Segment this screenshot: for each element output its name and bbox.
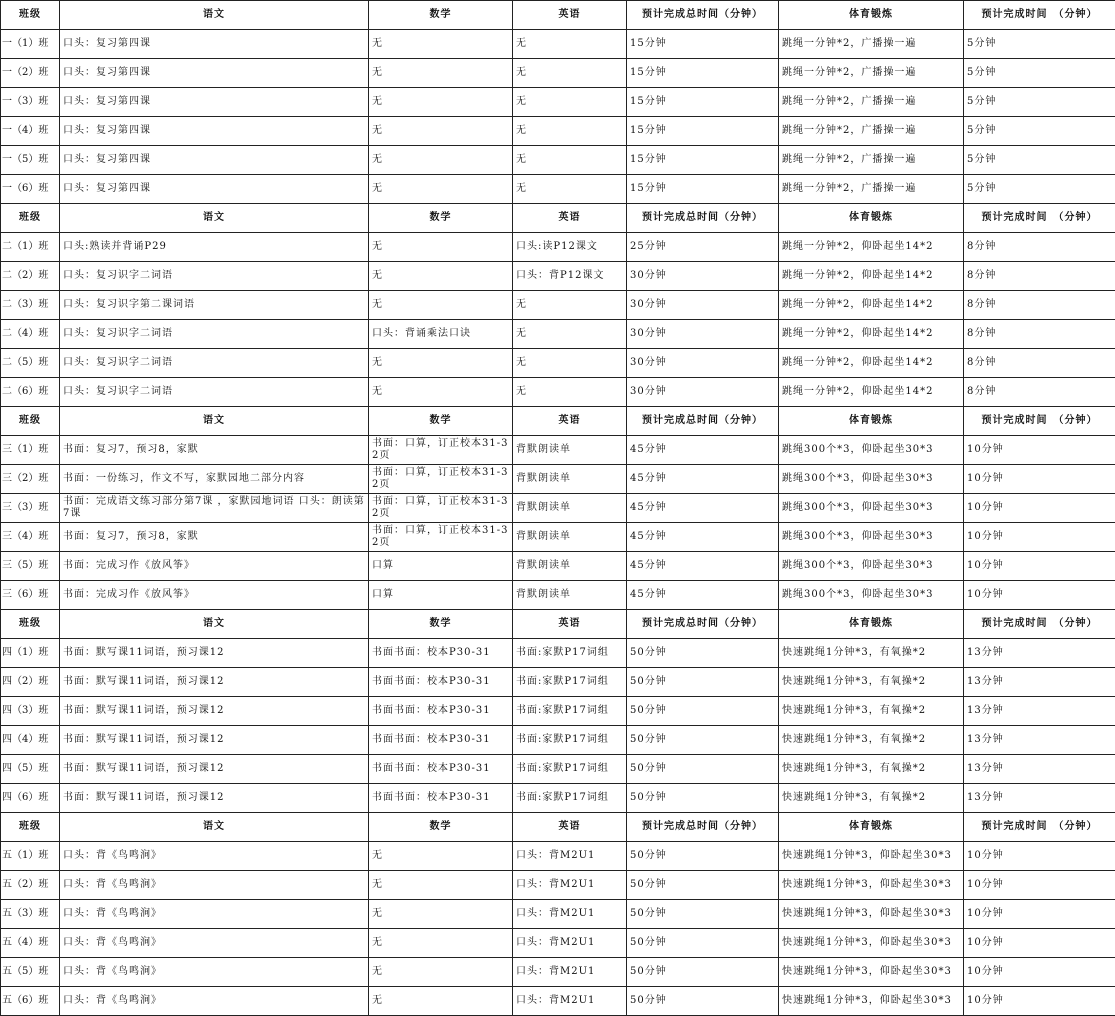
cell-chinese: 口头：复习识字二词语 — [60, 262, 369, 291]
column-header-total-time: 预计完成总时间（分钟） — [627, 610, 779, 639]
cell-class: 三（3）班 — [1, 494, 60, 523]
cell-exercise-time: 8分钟 — [964, 320, 1115, 349]
column-header-math: 数学 — [369, 813, 513, 842]
cell-chinese: 口头：背《鸟鸣涧》 — [60, 987, 369, 1016]
cell-total-time: 15分钟 — [627, 146, 779, 175]
cell-chinese: 口头：复习识字二词语 — [60, 349, 369, 378]
cell-exercise: 快速跳绳1分钟*3，有氧操*2 — [779, 726, 964, 755]
cell-exercise-time: 8分钟 — [964, 262, 1115, 291]
cell-exercise: 跳绳300个*3，仰卧起坐30*3 — [779, 436, 964, 465]
cell-total-time: 30分钟 — [627, 262, 779, 291]
table-row — [1, 900, 1115, 929]
cell-math: 书面：口算，订正校本31-32页 — [369, 436, 513, 465]
cell-math: 无 — [369, 842, 513, 871]
column-header-class: 班级 — [1, 1, 60, 30]
table-row — [1, 436, 1115, 465]
cell-exercise-time: 10分钟 — [964, 436, 1115, 465]
cell-chinese: 书面：复习7，预习8，家默 — [60, 523, 369, 552]
cell-math: 无 — [369, 117, 513, 146]
column-header-english: 英语 — [513, 407, 627, 436]
cell-english: 无 — [513, 59, 627, 88]
cell-chinese: 口头：复习第四课 — [60, 59, 369, 88]
cell-class: 五（3）班 — [1, 900, 60, 929]
table-body — [1, 1, 1115, 1016]
table-row — [1, 291, 1115, 320]
cell-english: 无 — [513, 146, 627, 175]
cell-exercise: 跳绳300个*3，仰卧起坐30*3 — [779, 552, 964, 581]
cell-english: 书面:家默P17词组 — [513, 784, 627, 813]
column-header-exercise-time: 预计完成时间 （分钟） — [964, 610, 1115, 639]
column-header-math: 数学 — [369, 1, 513, 30]
table-row — [1, 552, 1115, 581]
cell-math: 书面书面：校本P30-31 — [369, 726, 513, 755]
cell-english: 无 — [513, 88, 627, 117]
table-row — [1, 59, 1115, 88]
table-row — [1, 842, 1115, 871]
cell-english: 书面:家默P17词组 — [513, 755, 627, 784]
cell-english: 无 — [513, 117, 627, 146]
cell-chinese: 书面：默写课11词语，预习课12 — [60, 639, 369, 668]
cell-exercise: 快速跳绳1分钟*3，仰卧起坐30*3 — [779, 871, 964, 900]
cell-total-time: 45分钟 — [627, 523, 779, 552]
cell-exercise-time: 5分钟 — [964, 146, 1115, 175]
cell-math: 书面书面：校本P30-31 — [369, 784, 513, 813]
cell-total-time: 50分钟 — [627, 755, 779, 784]
table-row — [1, 784, 1115, 813]
cell-exercise: 跳绳一分钟*2，广播操一遍 — [779, 30, 964, 59]
cell-total-time: 45分钟 — [627, 436, 779, 465]
cell-exercise-time: 8分钟 — [964, 349, 1115, 378]
cell-math: 书面书面：校本P30-31 — [369, 639, 513, 668]
cell-class: 四（6）班 — [1, 784, 60, 813]
cell-math: 书面：口算，订正校本31-32页 — [369, 523, 513, 552]
cell-english: 背默朗读单 — [513, 581, 627, 610]
cell-exercise: 跳绳300个*3，仰卧起坐30*3 — [779, 523, 964, 552]
cell-exercise: 跳绳一分钟*2，仰卧起坐14*2 — [779, 320, 964, 349]
column-header-exercise: 体育锻炼 — [779, 610, 964, 639]
table-row — [1, 88, 1115, 117]
cell-exercise-time: 8分钟 — [964, 291, 1115, 320]
cell-exercise: 快速跳绳1分钟*3，仰卧起坐30*3 — [779, 929, 964, 958]
cell-chinese: 口头：复习识字第二课词语 — [60, 291, 369, 320]
cell-exercise: 快速跳绳1分钟*3，仰卧起坐30*3 — [779, 958, 964, 987]
cell-english: 无 — [513, 378, 627, 407]
cell-exercise: 快速跳绳1分钟*3，有氧操*2 — [779, 639, 964, 668]
cell-chinese: 口头：背《鸟鸣涧》 — [60, 958, 369, 987]
column-header-chinese: 语文 — [60, 407, 369, 436]
column-header-total-time: 预计完成总时间（分钟） — [627, 813, 779, 842]
cell-english: 口头：背M2U1 — [513, 871, 627, 900]
table-row — [1, 30, 1115, 59]
header-row — [1, 204, 1115, 233]
cell-math: 无 — [369, 59, 513, 88]
cell-class: 一（6）班 — [1, 175, 60, 204]
header-row — [1, 407, 1115, 436]
cell-chinese: 书面：默写课11词语，预习课12 — [60, 668, 369, 697]
cell-exercise: 快速跳绳1分钟*3，仰卧起坐30*3 — [779, 987, 964, 1016]
cell-class: 一（5）班 — [1, 146, 60, 175]
cell-exercise-time: 10分钟 — [964, 465, 1115, 494]
cell-english: 口头:读P12课文 — [513, 233, 627, 262]
cell-math: 无 — [369, 929, 513, 958]
cell-class: 三（6）班 — [1, 581, 60, 610]
cell-class: 四（3）班 — [1, 697, 60, 726]
cell-chinese: 口头：背《鸟鸣涧》 — [60, 929, 369, 958]
column-header-exercise: 体育锻炼 — [779, 1, 964, 30]
cell-math: 无 — [369, 262, 513, 291]
cell-exercise: 跳绳一分钟*2，广播操一遍 — [779, 59, 964, 88]
cell-class: 四（1）班 — [1, 639, 60, 668]
cell-exercise-time: 13分钟 — [964, 697, 1115, 726]
column-header-math: 数学 — [369, 204, 513, 233]
cell-exercise: 跳绳一分钟*2，仰卧起坐14*2 — [779, 233, 964, 262]
cell-total-time: 45分钟 — [627, 494, 779, 523]
cell-total-time: 30分钟 — [627, 291, 779, 320]
column-header-chinese: 语文 — [60, 610, 369, 639]
header-row — [1, 813, 1115, 842]
column-header-class: 班级 — [1, 204, 60, 233]
cell-exercise: 快速跳绳1分钟*3，有氧操*2 — [779, 697, 964, 726]
cell-total-time: 45分钟 — [627, 552, 779, 581]
cell-english: 背默朗读单 — [513, 494, 627, 523]
cell-english: 口头：背M2U1 — [513, 958, 627, 987]
table-row — [1, 320, 1115, 349]
cell-english: 背默朗读单 — [513, 552, 627, 581]
cell-total-time: 50分钟 — [627, 871, 779, 900]
cell-class: 五（1）班 — [1, 842, 60, 871]
cell-chinese: 口头:熟读并背诵P29 — [60, 233, 369, 262]
cell-total-time: 50分钟 — [627, 668, 779, 697]
cell-chinese: 口头：复习识字二词语 — [60, 320, 369, 349]
column-header-exercise-time: 预计完成时间 （分钟） — [964, 204, 1115, 233]
cell-exercise: 跳绳一分钟*2，广播操一遍 — [779, 117, 964, 146]
column-header-math: 数学 — [369, 407, 513, 436]
cell-english: 无 — [513, 291, 627, 320]
header-row — [1, 610, 1115, 639]
table-row — [1, 523, 1115, 552]
cell-exercise-time: 8分钟 — [964, 233, 1115, 262]
cell-class: 二（5）班 — [1, 349, 60, 378]
cell-class: 一（4）班 — [1, 117, 60, 146]
cell-total-time: 30分钟 — [627, 320, 779, 349]
cell-class: 三（2）班 — [1, 465, 60, 494]
table-row — [1, 987, 1115, 1016]
cell-class: 四（2）班 — [1, 668, 60, 697]
column-header-exercise-time: 预计完成时间 （分钟） — [964, 1, 1115, 30]
cell-total-time: 50分钟 — [627, 726, 779, 755]
cell-exercise: 快速跳绳1分钟*3，有氧操*2 — [779, 755, 964, 784]
cell-exercise-time: 8分钟 — [964, 378, 1115, 407]
column-header-exercise-time: 预计完成时间 （分钟） — [964, 813, 1115, 842]
table-row — [1, 378, 1115, 407]
cell-total-time: 15分钟 — [627, 30, 779, 59]
cell-chinese: 口头：复习识字二词语 — [60, 378, 369, 407]
cell-english: 口头：背P12课文 — [513, 262, 627, 291]
cell-exercise-time: 10分钟 — [964, 958, 1115, 987]
cell-class: 二（2）班 — [1, 262, 60, 291]
cell-english: 口头：背M2U1 — [513, 900, 627, 929]
cell-exercise-time: 5分钟 — [964, 59, 1115, 88]
cell-english: 书面:家默P17词组 — [513, 726, 627, 755]
cell-math: 无 — [369, 233, 513, 262]
cell-exercise-time: 13分钟 — [964, 726, 1115, 755]
cell-english: 无 — [513, 175, 627, 204]
cell-exercise-time: 13分钟 — [964, 668, 1115, 697]
cell-chinese: 口头：复习第四课 — [60, 88, 369, 117]
cell-math: 无 — [369, 987, 513, 1016]
cell-chinese: 口头：复习第四课 — [60, 146, 369, 175]
column-header-english: 英语 — [513, 1, 627, 30]
cell-exercise-time: 5分钟 — [964, 175, 1115, 204]
cell-math: 口算 — [369, 581, 513, 610]
cell-chinese: 书面：默写课11词语，预习课12 — [60, 784, 369, 813]
table-row — [1, 755, 1115, 784]
table-row — [1, 175, 1115, 204]
cell-class: 五（2）班 — [1, 871, 60, 900]
cell-exercise: 跳绳300个*3，仰卧起坐30*3 — [779, 494, 964, 523]
cell-math: 无 — [369, 30, 513, 59]
cell-exercise: 快速跳绳1分钟*3，有氧操*2 — [779, 784, 964, 813]
cell-english: 无 — [513, 320, 627, 349]
column-header-math: 数学 — [369, 610, 513, 639]
cell-exercise: 快速跳绳1分钟*3，仰卧起坐30*3 — [779, 900, 964, 929]
cell-chinese: 口头：背《鸟鸣涧》 — [60, 900, 369, 929]
cell-exercise-time: 10分钟 — [964, 871, 1115, 900]
cell-exercise-time: 10分钟 — [964, 494, 1115, 523]
cell-english: 口头：背M2U1 — [513, 987, 627, 1016]
cell-english: 背默朗读单 — [513, 436, 627, 465]
cell-exercise-time: 13分钟 — [964, 784, 1115, 813]
cell-class: 二（3）班 — [1, 291, 60, 320]
cell-chinese: 书面：默写课11词语，预习课12 — [60, 726, 369, 755]
column-header-chinese: 语文 — [60, 1, 369, 30]
cell-math: 无 — [369, 349, 513, 378]
cell-english: 无 — [513, 30, 627, 59]
cell-english: 口头：背M2U1 — [513, 842, 627, 871]
cell-exercise: 跳绳一分钟*2，仰卧起坐14*2 — [779, 291, 964, 320]
cell-english: 书面:家默P17词组 — [513, 697, 627, 726]
table-row — [1, 697, 1115, 726]
cell-total-time: 50分钟 — [627, 900, 779, 929]
cell-math: 无 — [369, 146, 513, 175]
table-row — [1, 668, 1115, 697]
table-row — [1, 581, 1115, 610]
cell-total-time: 50分钟 — [627, 697, 779, 726]
column-header-exercise-time: 预计完成时间 （分钟） — [964, 407, 1115, 436]
cell-exercise: 跳绳一分钟*2，仰卧起坐14*2 — [779, 262, 964, 291]
cell-class: 四（4）班 — [1, 726, 60, 755]
table-row — [1, 465, 1115, 494]
cell-chinese: 书面：完成语文练习部分第7课 ，家默园地词语 口头：朗读第7课 — [60, 494, 369, 523]
cell-chinese: 书面：默写课11词语，预习课12 — [60, 755, 369, 784]
cell-exercise: 快速跳绳1分钟*3，仰卧起坐30*3 — [779, 842, 964, 871]
cell-total-time: 30分钟 — [627, 378, 779, 407]
cell-exercise: 跳绳300个*3，仰卧起坐30*3 — [779, 581, 964, 610]
table-row — [1, 349, 1115, 378]
cell-english: 口头：背M2U1 — [513, 929, 627, 958]
cell-chinese: 口头：复习第四课 — [60, 30, 369, 59]
cell-math: 无 — [369, 88, 513, 117]
cell-exercise: 快速跳绳1分钟*3，有氧操*2 — [779, 668, 964, 697]
cell-class: 二（4）班 — [1, 320, 60, 349]
table-row — [1, 958, 1115, 987]
column-header-english: 英语 — [513, 813, 627, 842]
cell-math: 无 — [369, 291, 513, 320]
cell-class: 五（6）班 — [1, 987, 60, 1016]
cell-total-time: 15分钟 — [627, 88, 779, 117]
table-row — [1, 117, 1115, 146]
column-header-total-time: 预计完成总时间（分钟） — [627, 204, 779, 233]
column-header-exercise: 体育锻炼 — [779, 407, 964, 436]
cell-chinese: 口头：复习第四课 — [60, 175, 369, 204]
cell-total-time: 50分钟 — [627, 929, 779, 958]
cell-class: 三（1）班 — [1, 436, 60, 465]
cell-math: 无 — [369, 900, 513, 929]
cell-exercise-time: 13分钟 — [964, 755, 1115, 784]
table-row — [1, 726, 1115, 755]
cell-total-time: 15分钟 — [627, 59, 779, 88]
cell-math: 无 — [369, 175, 513, 204]
cell-class: 三（5）班 — [1, 552, 60, 581]
column-header-total-time: 预计完成总时间（分钟） — [627, 407, 779, 436]
cell-total-time: 50分钟 — [627, 958, 779, 987]
cell-exercise-time: 10分钟 — [964, 929, 1115, 958]
table-row — [1, 262, 1115, 291]
column-header-exercise: 体育锻炼 — [779, 813, 964, 842]
cell-total-time: 50分钟 — [627, 842, 779, 871]
cell-total-time: 30分钟 — [627, 349, 779, 378]
column-header-chinese: 语文 — [60, 813, 369, 842]
cell-exercise-time: 10分钟 — [964, 552, 1115, 581]
cell-exercise: 跳绳一分钟*2，广播操一遍 — [779, 88, 964, 117]
cell-chinese: 书面：完成习作《放风筝》 — [60, 552, 369, 581]
cell-chinese: 口头：复习第四课 — [60, 117, 369, 146]
cell-total-time: 45分钟 — [627, 465, 779, 494]
column-header-english: 英语 — [513, 610, 627, 639]
cell-class: 五（4）班 — [1, 929, 60, 958]
column-header-exercise: 体育锻炼 — [779, 204, 964, 233]
column-header-chinese: 语文 — [60, 204, 369, 233]
cell-exercise: 跳绳一分钟*2，仰卧起坐14*2 — [779, 378, 964, 407]
table-row — [1, 929, 1115, 958]
cell-math: 书面：口算，订正校本31-32页 — [369, 465, 513, 494]
cell-exercise-time: 5分钟 — [964, 88, 1115, 117]
cell-exercise: 跳绳一分钟*2，广播操一遍 — [779, 146, 964, 175]
cell-exercise: 跳绳300个*3，仰卧起坐30*3 — [779, 465, 964, 494]
cell-chinese: 书面：默写课11词语，预习课12 — [60, 697, 369, 726]
cell-english: 无 — [513, 349, 627, 378]
table-row — [1, 494, 1115, 523]
cell-exercise-time: 10分钟 — [964, 581, 1115, 610]
cell-english: 书面:家默P17词组 — [513, 639, 627, 668]
cell-total-time: 50分钟 — [627, 987, 779, 1016]
cell-exercise-time: 5分钟 — [964, 117, 1115, 146]
cell-math: 书面：口算，订正校本31-32页 — [369, 494, 513, 523]
column-header-english: 英语 — [513, 204, 627, 233]
cell-class: 一（2）班 — [1, 59, 60, 88]
cell-math: 书面书面：校本P30-31 — [369, 668, 513, 697]
cell-chinese: 书面：完成习作《放风筝》 — [60, 581, 369, 610]
table-row — [1, 639, 1115, 668]
cell-chinese: 口头：背《鸟鸣涧》 — [60, 842, 369, 871]
cell-total-time: 50分钟 — [627, 784, 779, 813]
cell-exercise-time: 5分钟 — [964, 30, 1115, 59]
cell-total-time: 25分钟 — [627, 233, 779, 262]
cell-chinese: 书面：复习7，预习8，家默 — [60, 436, 369, 465]
cell-english: 背默朗读单 — [513, 465, 627, 494]
header-row — [1, 1, 1115, 30]
cell-math: 无 — [369, 871, 513, 900]
cell-exercise-time: 10分钟 — [964, 987, 1115, 1016]
cell-total-time: 15分钟 — [627, 117, 779, 146]
cell-exercise: 跳绳一分钟*2，广播操一遍 — [779, 175, 964, 204]
cell-math: 无 — [369, 958, 513, 987]
cell-english: 书面:家默P17词组 — [513, 668, 627, 697]
cell-total-time: 15分钟 — [627, 175, 779, 204]
cell-class: 四（5）班 — [1, 755, 60, 784]
cell-chinese: 口头：背《鸟鸣涧》 — [60, 871, 369, 900]
table-row — [1, 146, 1115, 175]
cell-math: 书面书面：校本P30-31 — [369, 697, 513, 726]
cell-exercise-time: 10分钟 — [964, 842, 1115, 871]
cell-total-time: 50分钟 — [627, 639, 779, 668]
cell-class: 二（1）班 — [1, 233, 60, 262]
cell-class: 一（3）班 — [1, 88, 60, 117]
cell-class: 二（6）班 — [1, 378, 60, 407]
cell-math: 口头：背诵乘法口诀 — [369, 320, 513, 349]
column-header-total-time: 预计完成总时间（分钟） — [627, 1, 779, 30]
cell-math: 书面书面：校本P30-31 — [369, 755, 513, 784]
cell-exercise-time: 10分钟 — [964, 523, 1115, 552]
cell-english: 背默朗读单 — [513, 523, 627, 552]
cell-chinese: 书面：一份练习，作文不写，家默园地二部分内容 — [60, 465, 369, 494]
column-header-class: 班级 — [1, 610, 60, 639]
cell-exercise-time: 13分钟 — [964, 639, 1115, 668]
cell-exercise-time: 10分钟 — [964, 900, 1115, 929]
cell-exercise: 跳绳一分钟*2，仰卧起坐14*2 — [779, 349, 964, 378]
cell-class: 五（5）班 — [1, 958, 60, 987]
cell-math: 无 — [369, 378, 513, 407]
cell-class: 一（1）班 — [1, 30, 60, 59]
cell-class: 三（4）班 — [1, 523, 60, 552]
cell-total-time: 45分钟 — [627, 581, 779, 610]
table-row — [1, 871, 1115, 900]
column-header-class: 班级 — [1, 813, 60, 842]
column-header-class: 班级 — [1, 407, 60, 436]
cell-math: 口算 — [369, 552, 513, 581]
table-row — [1, 233, 1115, 262]
